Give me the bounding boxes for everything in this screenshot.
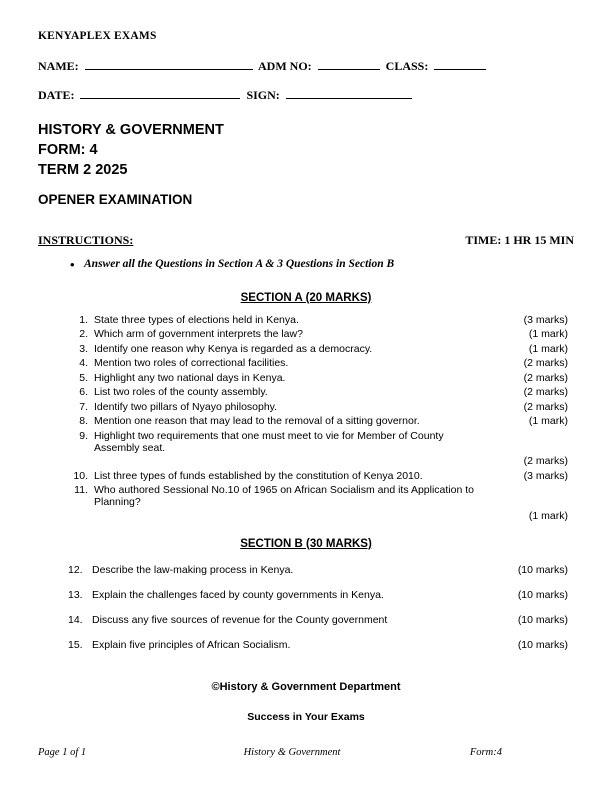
- good-luck-message: Success in Your Exams: [247, 710, 365, 723]
- question-marks: (1 mark): [528, 328, 568, 341]
- question-number: 5.: [79, 371, 88, 384]
- question-number: 6.: [79, 386, 88, 399]
- question-marks: (3 marks): [523, 313, 568, 326]
- exam-type: OPENER EXAMINATION: [38, 191, 193, 207]
- section-a-question-list: [38, 314, 574, 522]
- sign-label: SIGN:: [246, 88, 280, 102]
- class-label: CLASS:: [385, 59, 429, 73]
- question-item: [38, 314, 574, 326]
- question-marks: (10 marks): [517, 613, 568, 626]
- question-item: [38, 372, 574, 384]
- question-number: 15.: [68, 638, 83, 651]
- question-marks-overflow: [38, 455, 574, 467]
- question-marks: (1 mark): [528, 509, 568, 522]
- question-number: 12.: [68, 563, 83, 576]
- question-item: [38, 430, 574, 454]
- instruction-bullet: • Answer all the Questions in Section A & 3 Questions in Section B: [84, 258, 574, 270]
- footer-form: Form:4: [469, 747, 502, 758]
- question-item: [38, 357, 574, 369]
- question-item: [38, 564, 574, 576]
- question-marks: (2 marks): [523, 400, 568, 413]
- question-marks: (10 marks): [517, 638, 568, 651]
- question-text: Who authored Sessional No.10 of 1965 on African Socialism and its Application to Planning?: [94, 484, 474, 509]
- question-text: Highlight two requirements that one must meet to vie for Member of County Assembly seat.: [94, 429, 444, 454]
- question-marks: (10 marks): [517, 588, 568, 601]
- question-item: [38, 386, 574, 398]
- question-marks: (2 marks): [523, 357, 568, 370]
- question-text: List two roles of the county assembly.: [94, 386, 268, 399]
- page-number: Page 1 of 1: [38, 747, 87, 758]
- question-number: 9.: [79, 429, 88, 442]
- department-credit: ©History & Government Department: [211, 680, 401, 693]
- question-number: 14.: [68, 613, 83, 626]
- section-b-heading: SECTION B (30 MARKS): [240, 537, 372, 550]
- question-number: 11.: [74, 484, 88, 497]
- question-text: Explain five principles of African Socialism.: [92, 638, 291, 651]
- question-text: Mention one reason that may lead to the removal of a sitting governor.: [94, 415, 420, 428]
- question-marks-overflow: [38, 510, 574, 522]
- question-marks: (2 marks): [523, 386, 568, 399]
- question-item: [38, 401, 574, 413]
- date-input-line[interactable]: [80, 87, 240, 99]
- question-text: Identify two pillars of Nyayo philosophy.: [94, 400, 278, 413]
- question-number: 4.: [79, 357, 88, 370]
- question-text: Explain the challenges faced by county governments in Kenya.: [92, 588, 384, 601]
- question-text: Highlight any two national days in Kenya.: [94, 371, 286, 384]
- question-marks: (1 mark): [528, 415, 568, 428]
- question-item: [38, 484, 574, 508]
- question-item: [38, 589, 574, 601]
- question-number: 10.: [73, 469, 88, 482]
- question-marks: (3 marks): [523, 469, 568, 482]
- question-marks: (2 marks): [523, 371, 568, 384]
- subject-form: FORM: 4: [38, 141, 98, 158]
- date-label: DATE:: [38, 88, 75, 102]
- question-item: [38, 343, 574, 355]
- question-text: Mention two roles of correctional facilities.: [94, 357, 289, 370]
- question-marks: (2 marks): [523, 455, 568, 468]
- instructions-label: INSTRUCTIONS:: [38, 232, 134, 247]
- instructions-row: [38, 233, 574, 248]
- subject-block: [38, 121, 574, 180]
- sign-input-line[interactable]: [286, 87, 412, 99]
- name-adm-class-row: [38, 58, 574, 74]
- adm-input-line[interactable]: [318, 58, 380, 70]
- section-b-question-list: [38, 564, 574, 651]
- question-text: Which arm of government interprets the law?: [94, 328, 303, 341]
- question-item: [38, 639, 574, 651]
- question-number: 8.: [79, 415, 88, 428]
- question-item: [38, 415, 574, 427]
- question-number: 1.: [79, 313, 88, 326]
- date-sign-row: [38, 87, 574, 103]
- question-number: 13.: [68, 588, 83, 601]
- question-marks: (1 mark): [528, 342, 568, 355]
- question-number: 3.: [79, 342, 88, 355]
- question-item: [38, 328, 574, 340]
- organization-title: KENYAPLEX EXAMS: [38, 30, 157, 42]
- name-input-line[interactable]: [85, 58, 253, 70]
- question-number: 2.: [79, 328, 88, 341]
- question-text: List three types of funds established by the constitution of Kenya 2010.: [94, 469, 423, 482]
- question-text: State three types of elections held in Kenya.: [94, 313, 299, 326]
- question-text: Identify one reason why Kenya is regarded as a democracy.: [94, 342, 373, 355]
- question-item: [38, 614, 574, 626]
- question-item: [38, 470, 574, 482]
- name-label: NAME:: [38, 59, 79, 73]
- question-text: Describe the law-making process in Kenya.: [92, 563, 294, 576]
- question-marks: (10 marks): [517, 563, 568, 576]
- section-a-heading: SECTION A (20 MARKS): [240, 291, 372, 304]
- subject-term: TERM 2 2025: [38, 161, 128, 178]
- footer-subject: History & Government: [243, 747, 341, 758]
- time-allowed: TIME: 1 HR 15 MIN: [465, 232, 574, 247]
- class-input-line[interactable]: [434, 58, 486, 70]
- question-number: 7.: [79, 400, 88, 413]
- page-footer: [38, 747, 574, 758]
- question-text: Discuss any five sources of revenue for the County government: [92, 613, 388, 626]
- adm-label: ADM NO:: [258, 59, 312, 73]
- subject-title: HISTORY & GOVERNMENT: [38, 122, 224, 138]
